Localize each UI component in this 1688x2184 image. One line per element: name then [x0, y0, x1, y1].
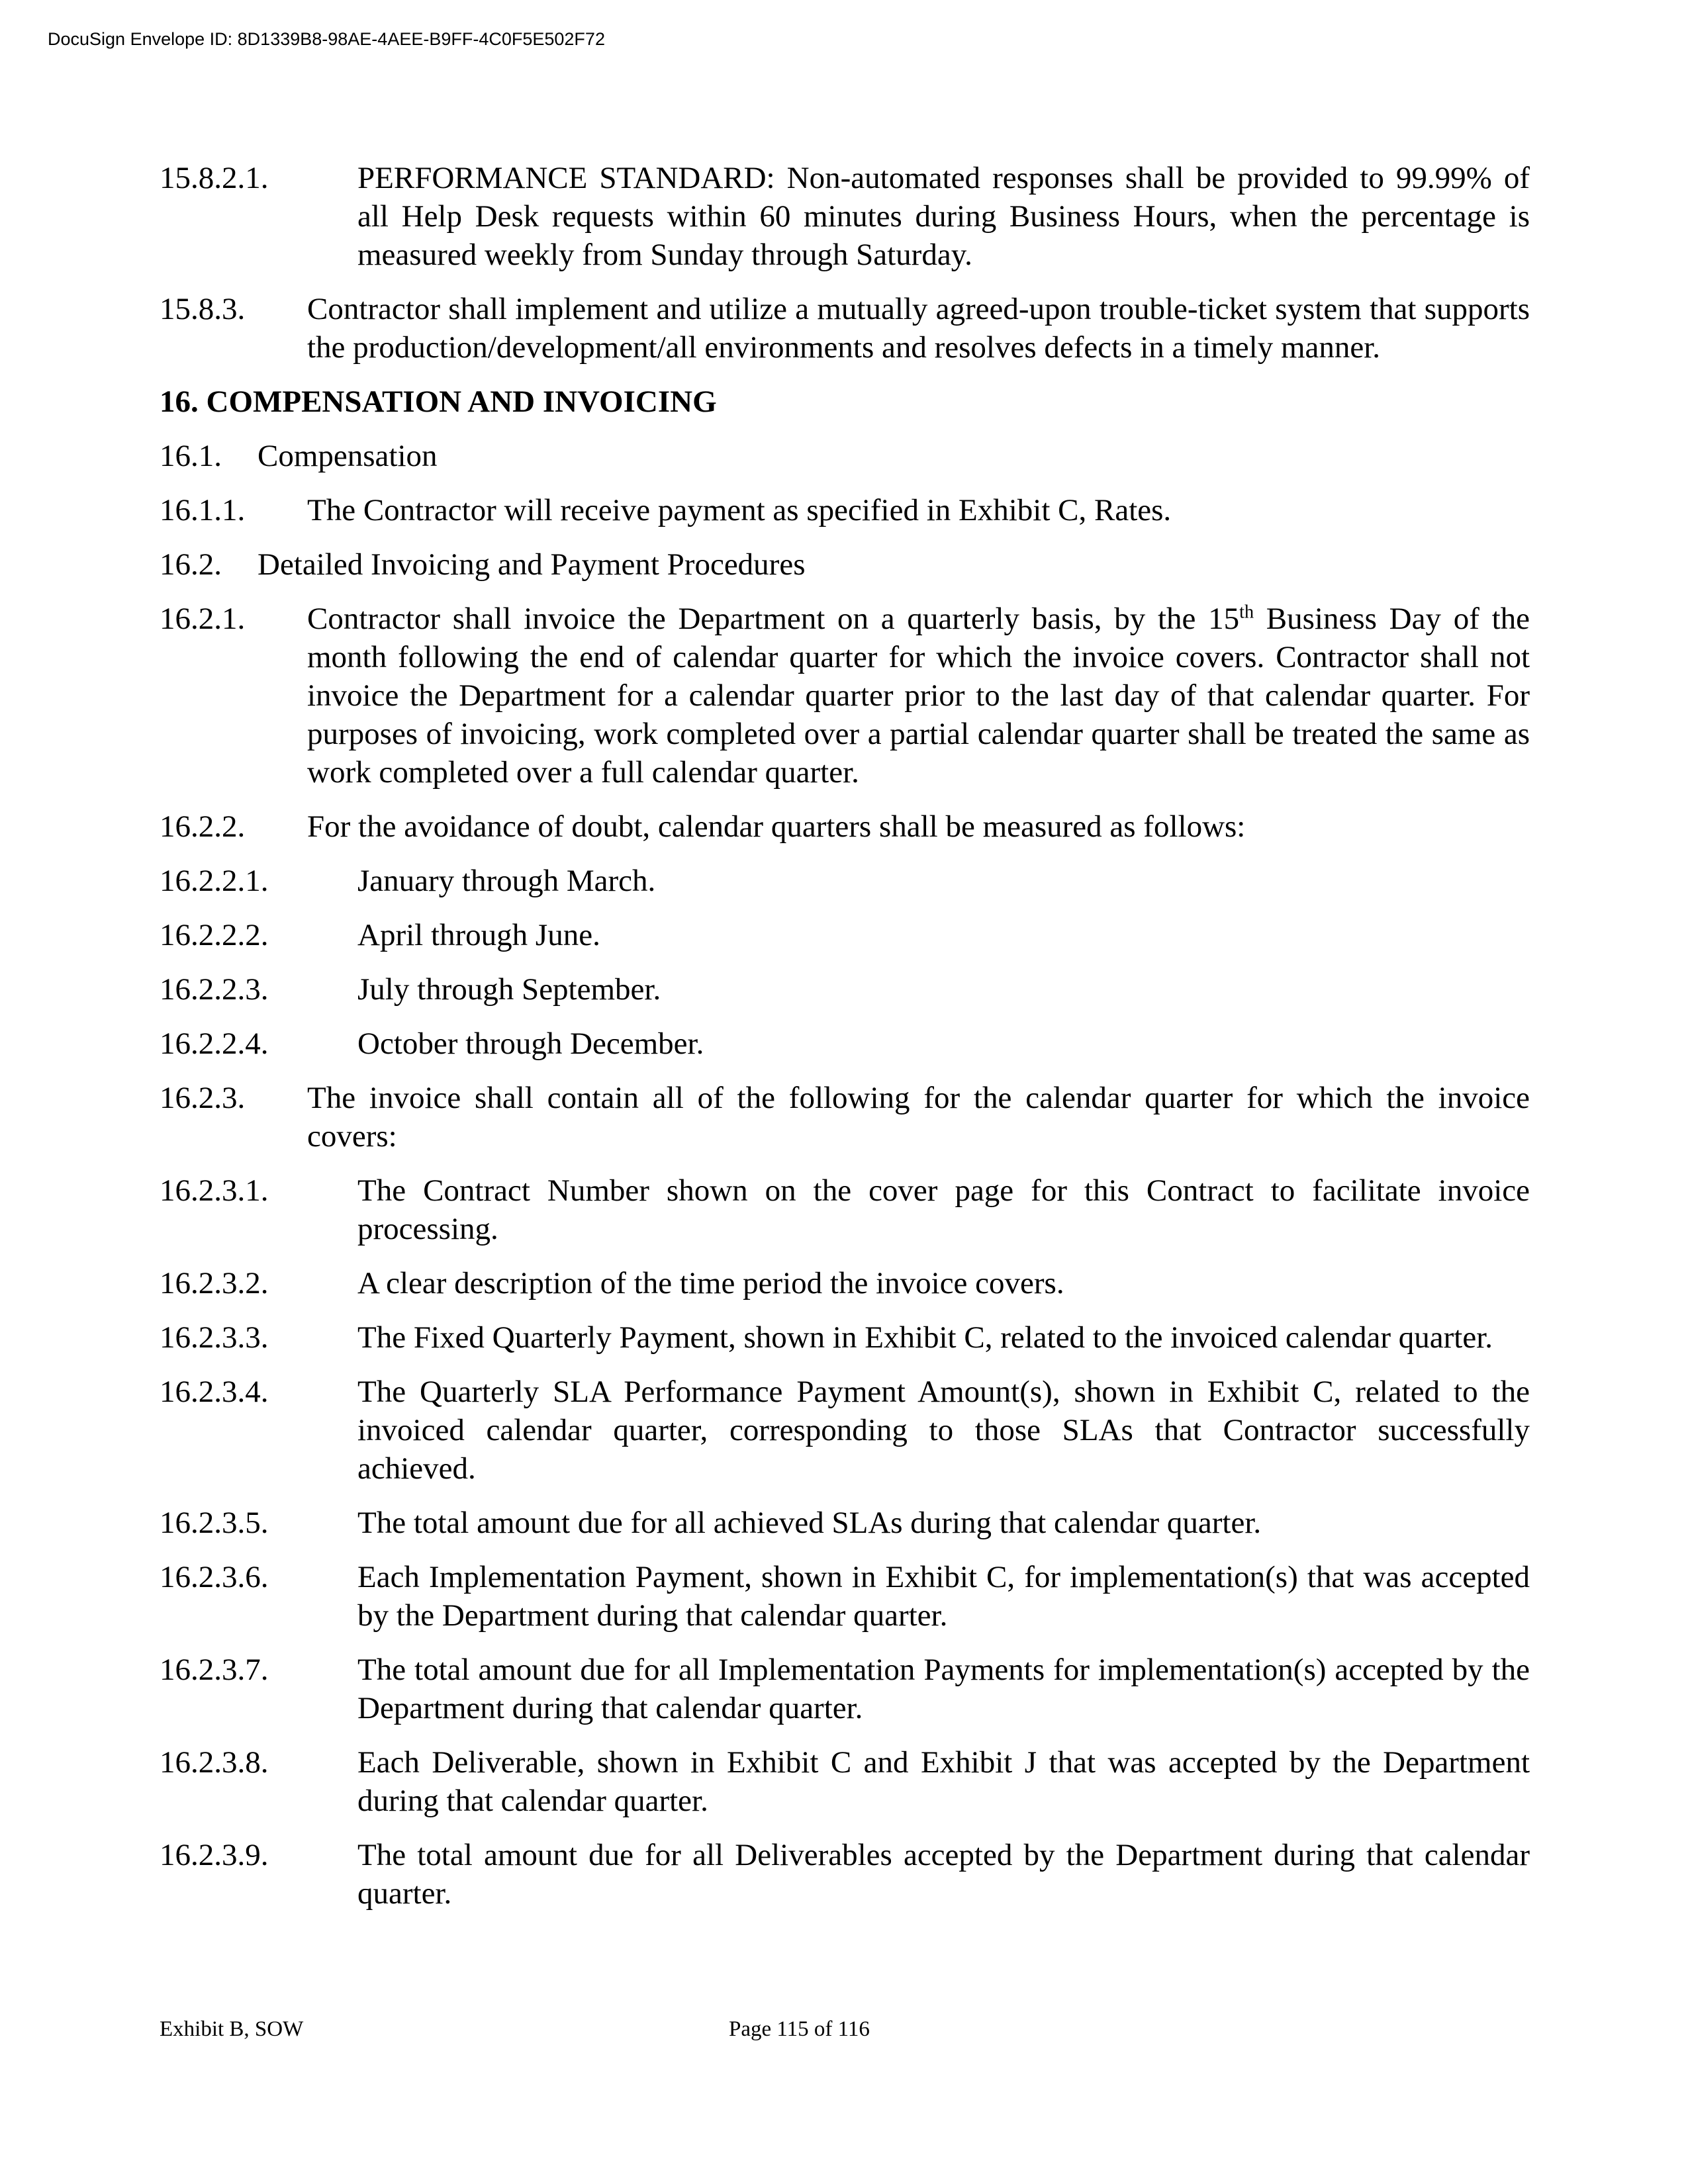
- paragraph-16-2-3-3: [160, 1318, 1530, 1357]
- paragraph-text: The Fixed Quarterly Payment, shown in Exhibit C, related to the invoiced calendar quarter.: [357, 1320, 1493, 1355]
- paragraph-number: 16.1.: [160, 439, 222, 473]
- paragraph-text: Each Implementation Payment, shown in Exhibit C, for implementation(s) that was accepted by the Department during that calendar quarter.: [357, 1560, 1530, 1633]
- paragraph-number: 16.2.2.: [160, 809, 246, 844]
- paragraph-15-8-3: [160, 290, 1530, 367]
- paragraph-number: 16.2.3.7.: [160, 1653, 269, 1687]
- paragraph-number: 16.2.3.8.: [160, 1745, 269, 1780]
- document-body: [160, 159, 1530, 1929]
- paragraph-number: 16.2.2.3.: [160, 972, 269, 1007]
- paragraph-16-2-3-1: [160, 1171, 1530, 1248]
- paragraph-text: For the avoidance of doubt, calendar quarters shall be measured as follows:: [307, 809, 1246, 844]
- envelope-id: DocuSign Envelope ID: 8D1339B8-98AE-4AEE-B9FF-4C0F5E502F72: [48, 29, 605, 49]
- paragraph-number: 16.2.3.4.: [160, 1375, 269, 1409]
- paragraph-number: 16.2.3.6.: [160, 1560, 269, 1594]
- paragraph-number: 15.8.2.1.: [160, 161, 269, 195]
- paragraph-text: October through December.: [357, 1026, 704, 1061]
- paragraph-16-2: [160, 545, 1530, 584]
- paragraph-16-2-2: [160, 807, 1530, 846]
- paragraph-16-2-2-4: [160, 1024, 1530, 1063]
- paragraph-number: 16.2.3.9.: [160, 1838, 269, 1872]
- paragraph-number: 16.2.3.3.: [160, 1320, 269, 1355]
- paragraph-number: 15.8.3.: [160, 292, 246, 326]
- ordinal-suffix: th: [1239, 602, 1254, 623]
- paragraph-text: Each Deliverable, shown in Exhibit C and Exhibit J that was accepted by the Department during that calendar quarter.: [357, 1745, 1530, 1818]
- paragraph-16-2-3-7: [160, 1651, 1530, 1727]
- paragraph-text-part: Contractor shall invoice the Department on a quarterly basis, by the 15: [307, 602, 1240, 636]
- paragraph-number: 16.2.2.1.: [160, 864, 269, 898]
- paragraph-16-1: [160, 437, 1530, 475]
- paragraph-number: 16.2.: [160, 547, 222, 582]
- paragraph-text: April through June.: [357, 918, 600, 952]
- paragraph-text: The total amount due for all achieved SLAs during that calendar quarter.: [357, 1506, 1262, 1540]
- footer-page-number: Page 115 of 116: [729, 2017, 870, 2041]
- paragraph-text: Contractor shall implement and utilize a mutually agreed-upon trouble-ticket system that supports the production/development/all environments and resolves defects in a timely manner.: [307, 292, 1530, 365]
- section-heading: 16. COMPENSATION AND INVOICING: [160, 385, 717, 419]
- paragraph-number: 16.2.3.1.: [160, 1173, 269, 1208]
- paragraph-number: 16.2.3.: [160, 1081, 246, 1115]
- paragraph-number: 16.2.3.5.: [160, 1506, 269, 1540]
- paragraph-text: The Quarterly SLA Performance Payment Amount(s), shown in Exhibit C, related to the invoiced calendar quarter, corresponding to those SLAs that Contractor successfully achieved.: [357, 1375, 1530, 1486]
- paragraph-text: July through September.: [357, 972, 661, 1007]
- paragraph-text: The total amount due for all Implementation Payments for implementation(s) accepted by the Department during that calendar quarter.: [357, 1653, 1530, 1725]
- paragraph-number: 16.2.3.2.: [160, 1266, 269, 1300]
- paragraph-text: The invoice shall contain all of the following for the calendar quarter for which the invoice covers:: [307, 1081, 1530, 1154]
- paragraph-text: Compensation: [258, 439, 438, 473]
- paragraph-text: The Contract Number shown on the cover page for this Contract to facilitate invoice processing.: [357, 1173, 1530, 1246]
- paragraph-16-2-3-8: [160, 1743, 1530, 1820]
- paragraph-text: January through March.: [357, 864, 656, 898]
- paragraph-16-2-3-5: [160, 1504, 1530, 1542]
- paragraph-16-2-1: [160, 600, 1530, 792]
- paragraph-16-1-1: [160, 491, 1530, 529]
- paragraph-text: [307, 602, 1530, 790]
- paragraph-number: 16.1.1.: [160, 493, 246, 527]
- paragraph-text-part: Business Day of the month following the end of calendar quarter for which the invoice covers. Contractor shall not invoice the Department for a calendar quarter prior to the last day of that calendar quarter. For purposes of invoicing, work completed over a partial calendar quarter shall be treated the same as work completed over a full calendar quarter.: [307, 602, 1530, 790]
- paragraph-16-2-3-4: [160, 1373, 1530, 1488]
- paragraph-number: 16.2.2.4.: [160, 1026, 269, 1061]
- paragraph-16-2-3-9: [160, 1836, 1530, 1913]
- footer-document-name: Exhibit B, SOW: [160, 2017, 304, 2041]
- paragraph-16-2-2-2: [160, 916, 1530, 954]
- paragraph-text: Detailed Invoicing and Payment Procedures: [258, 547, 806, 582]
- paragraph-number: 16.2.2.2.: [160, 918, 269, 952]
- paragraph-16-2-3-6: [160, 1558, 1530, 1635]
- paragraph-16-2-2-1: [160, 862, 1530, 900]
- paragraph-text: A clear description of the time period the invoice covers.: [357, 1266, 1064, 1300]
- paragraph-text: The total amount due for all Deliverables accepted by the Department during that calendar quarter.: [357, 1838, 1530, 1911]
- paragraph-text: The Contractor will receive payment as specified in Exhibit C, Rates.: [307, 493, 1172, 527]
- paragraph-number: 16.2.1.: [160, 602, 246, 636]
- paragraph-16-2-3: [160, 1079, 1530, 1156]
- paragraph-15-8-2-1: [160, 159, 1530, 274]
- paragraph-16-2-2-3: [160, 970, 1530, 1009]
- paragraph-text: PERFORMANCE STANDARD: Non-automated responses shall be provided to 99.99% of all Help Desk requests within 60 minutes during Business Hours, when the percentage is measured weekly from Sunday through Saturday.: [357, 161, 1530, 272]
- paragraph-16-2-3-2: [160, 1264, 1530, 1302]
